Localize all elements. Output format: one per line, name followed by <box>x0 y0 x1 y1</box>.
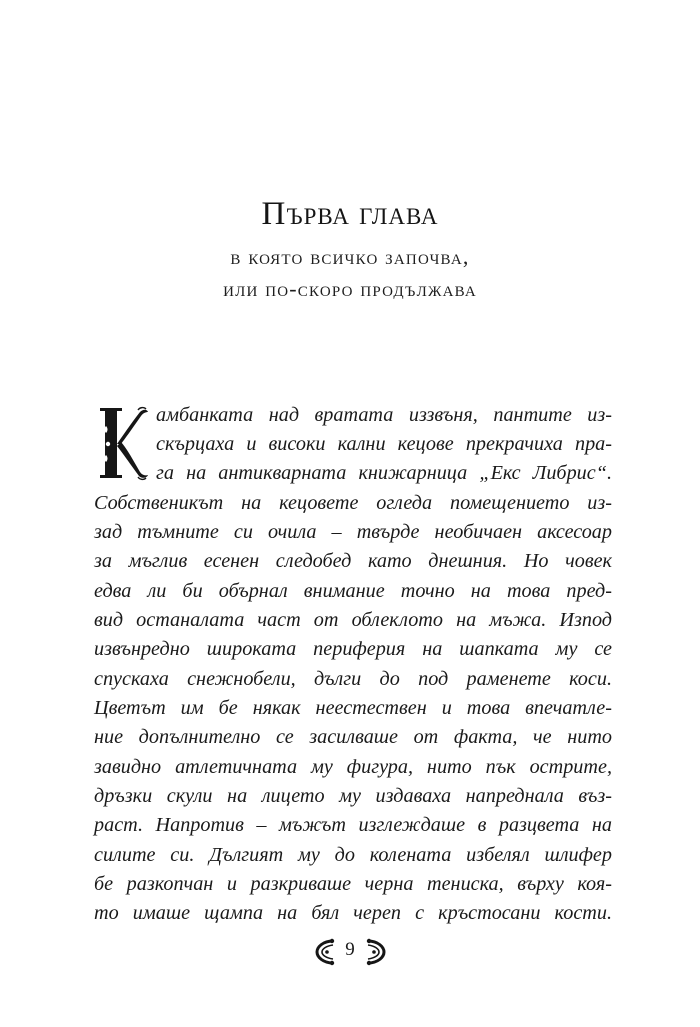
text-line: то имаше щампа на бял череп с кръстосани кости. <box>94 902 612 924</box>
text-line: ние допълнително се засилваше от факта, че нито <box>94 726 612 748</box>
text-line: бе разкопчан и разкриваше черна тениска, върху коя- <box>94 873 612 895</box>
text-line: Собственикът на кецовете огледа помещението из- <box>94 492 612 514</box>
text-line: Цветът им бе някак неестествен и това впечатле- <box>94 697 612 719</box>
text-line: завидно атлетичната му фигура, нито пък острите, <box>94 756 612 778</box>
chapter-title: Първа глава <box>261 196 439 232</box>
text-line: раст. Напротив – мъжът изглеждаше в разцвета на <box>94 814 612 836</box>
text-line: га на антикварната книжарница „Екс Либрис“. <box>156 462 612 484</box>
text-line: вид останалата част от облеклото на мъжа. Изпод <box>94 609 612 631</box>
text-line: извънредно широката периферия на шапката му се <box>94 638 612 660</box>
chapter-subtitle-line-2: или по-скоро продължава <box>223 276 477 301</box>
text-line: скърцаха и високи кални кецове прекрачиха пра- <box>156 433 612 455</box>
flourish-right-icon <box>364 938 388 966</box>
drop-cap <box>94 404 150 482</box>
text-line: амбанката над вратата иззвъня, пантите из- <box>156 404 612 426</box>
text-line: едва ли би обърнал внимание точно на това пред- <box>94 580 612 602</box>
page-number: 9 <box>345 939 355 960</box>
text-line: силите си. Дългият му до колената избелял шлифер <box>94 844 612 866</box>
text-line: спускаха снежнобели, дълги до под раменете коси. <box>94 668 612 690</box>
text-line: зад тъмните си очила – твърде необичаен аксесоар <box>94 521 612 543</box>
chapter-subtitle-line-1: в която всичко започва, <box>230 244 470 269</box>
text-line: за мъглив есенен следобед като днешния. Но човек <box>94 550 612 572</box>
drop-cap-letter-icon <box>94 404 150 482</box>
text-line: дръзки скули на лицето му издаваха напреднала въз- <box>94 785 612 807</box>
